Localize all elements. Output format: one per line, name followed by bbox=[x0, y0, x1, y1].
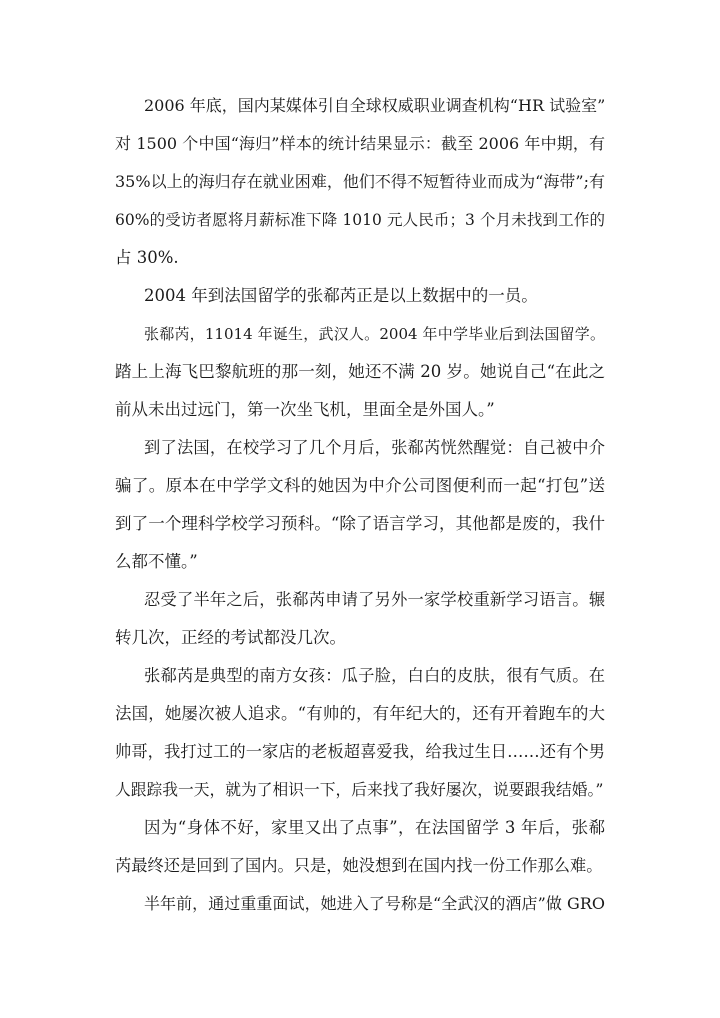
paragraph-line: 转几次，正经的考试都没几次。 bbox=[115, 628, 346, 647]
paragraph-line: 法国，她屡次被人追求。“有帅的，有年纪大的，还有开着跑车的大 bbox=[115, 704, 605, 723]
paragraph-line: 张郗芮，11014 年诞生，武汉人。2004 年中学毕业后到法国留学。 bbox=[144, 325, 605, 343]
paragraph-line: 到了一个理科学校学习预科。“除了语言学习，其他都是废的，我什 bbox=[115, 514, 605, 533]
paragraph-line: 张郗芮是典型的南方女孩：瓜子脸，白白的皮肤，很有气质。在 bbox=[144, 666, 605, 685]
paragraph-line: 踏上上海飞巴黎航班的那一刻，她还不满 20 岁。她说自己“在此之 bbox=[115, 362, 605, 381]
paragraph-line: 对 1500 个中国“海归”样本的统计结果显示：截至 2006 年中期，有 bbox=[115, 134, 605, 153]
paragraph-line: 帅哥，我打过工的一家店的老板超喜爱我，给我过生日……还有个男 bbox=[115, 742, 605, 761]
paragraph-line: 因为“身体不好，家里又出了点事”，在法国留学 3 年后，张郗 bbox=[144, 818, 605, 837]
paragraph-line: 人跟踪我一天，就为了相识一下，后来找了我好屡次，说要跟我结婚。” bbox=[115, 780, 604, 799]
paragraph-line: 芮最终还是回到了国内。只是，她没想到在国内找一份工作那么难。 bbox=[115, 856, 603, 875]
paragraph-line: 60%的受访者愿将月薪标准下降 1010 元人民币；3 个月未找到工作的 bbox=[115, 211, 605, 229]
paragraph-line: 忍受了半年之后，张郗芮申请了另外一家学校重新学习语言。辗 bbox=[144, 590, 605, 609]
paragraph-line: 2006 年底，国内某媒体引自全球权威职业调查机构“HR 试验室” bbox=[144, 96, 605, 115]
paragraph-line: 35%以上的海归存在就业困难，他们不得不短暂待业而成为“海带”;有 bbox=[115, 172, 605, 191]
paragraph-line: 骗了。原本在中学学文科的她因为中介公司图便利而一起“打包”送 bbox=[115, 476, 605, 495]
paragraph-line: 前从未出过远门，第一次坐飞机，里面全是外国人。” bbox=[115, 400, 495, 419]
paragraph-line: 占 30%. bbox=[115, 248, 179, 267]
paragraph-line: 半年前，通过重重面试，她进入了号称是“全武汉的酒店”做 GRO bbox=[144, 894, 605, 913]
paragraph-line: 2004 年到法国留学的张郗芮正是以上数据中的一员。 bbox=[144, 286, 538, 305]
paragraph-line: 么都不懂。” bbox=[115, 552, 198, 571]
paragraph-line: 到了法国，在校学习了几个月后，张郗芮恍然醒觉：自己被中介 bbox=[144, 438, 605, 457]
